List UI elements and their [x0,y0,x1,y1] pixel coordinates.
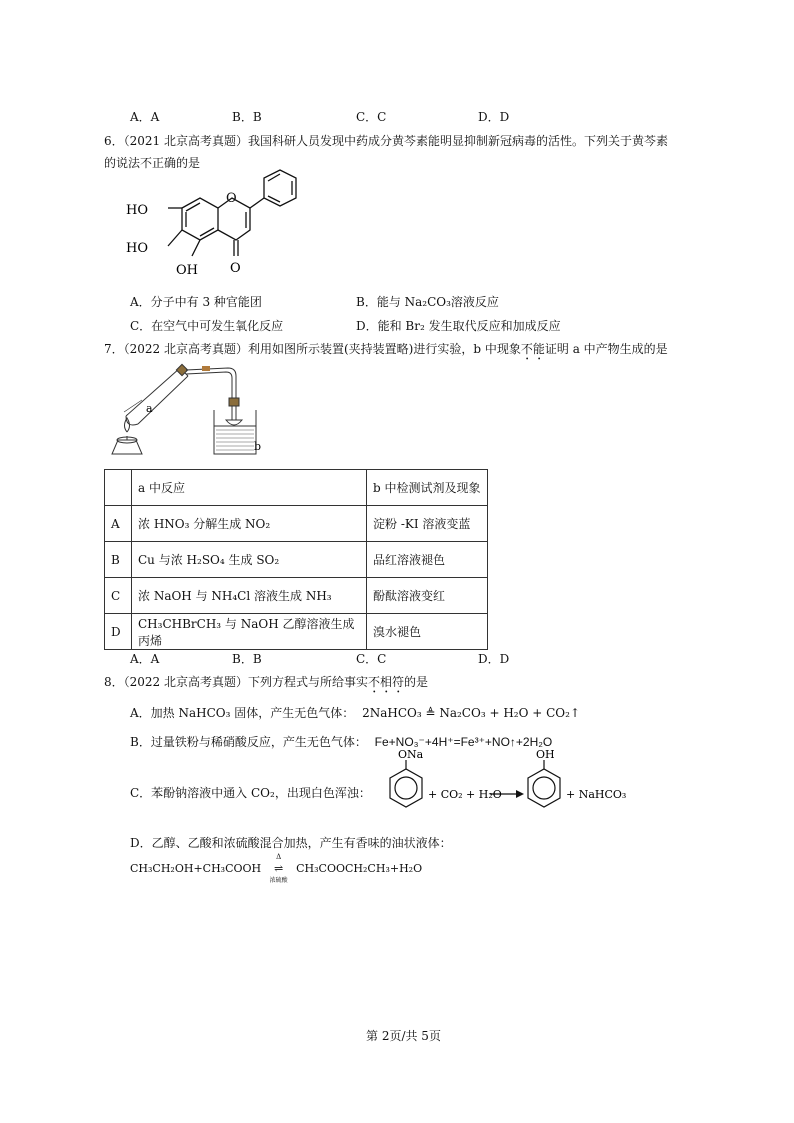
q6-option-a: A．分子中有 3 种官能团 [130,295,262,309]
apparatus-diagram [108,360,268,462]
q7-option-c: C．C [356,652,387,666]
row-detect: 品红溶液褪色 [367,542,488,578]
baicalein-structure [120,172,310,280]
oh-label: OH [176,263,198,278]
q8-b-equation: Fe+NO₃⁻+4H⁺=Fe³⁺+NO↑+2H₂O [374,735,553,749]
q5-option-b: B．B [232,110,262,124]
condition-heat: Δ [276,853,282,861]
table-row [105,578,488,614]
apparatus-label-b: b [254,440,262,453]
row-detect: 溴水褪色 [367,614,488,650]
q8-c-reagents: + CO₂ + H₂O [428,788,502,801]
q6-option-b: B．能与 Na₂CO₃溶液反应 [356,295,499,309]
q8-stem-post: 的是 [404,675,429,689]
table-row [105,506,488,542]
keto-oxygen-label: O [230,261,241,276]
phenoxide-reaction [368,748,658,828]
q7-table [104,469,488,650]
q8-b-text: B．过量铁粉与稀硝酸反应，产生无色气体： [130,735,367,749]
row-reaction: 浓 NaOH 与 NH₄Cl 溶液生成 NH₃ [132,578,367,614]
condition-acid: 浓硫酸 [269,877,288,884]
reversible-arrow: Δ ⇌ 浓硫酸 [265,865,293,873]
q5-option-a: A．A [130,110,160,124]
row-key: C [105,578,132,614]
q8-c-byproduct: + NaHCO₃ [566,788,627,801]
table-row [105,614,488,650]
q7-option-b: B．B [232,652,262,666]
q7-stem-post: 证明 a 中产物生成的是 [544,342,668,356]
q6-stem-line2: 的说法不正确的是 [104,156,201,170]
q7-option-a: A．A [130,652,160,666]
q6-option-d: D．能和 Br₂ 发生取代反应和加成反应 [356,319,561,333]
apparatus-label-a: a [146,402,153,415]
q8-d-equation [130,853,423,884]
ona-label: ONa [398,748,424,761]
q8-a-text: A．加热 NaHCO₃ 固体，产生无色气体： [130,706,355,720]
row-key: D [105,614,132,650]
row-reaction: Cu 与浓 H₂SO₄ 生成 SO₂ [132,542,367,578]
q6-stem-line1: 6．（2021 北京高考真题）我国科研人员发现中药成分黄芩素能明显抑制新冠病毒的活性。下列关于黄芩素 [104,134,668,148]
row-key: A [105,506,132,542]
row-detect: 淀粉 -KI 溶液变蓝 [367,506,488,542]
row-reaction: CH₃CHBrCH₃ 与 NaOH 乙醇溶液生成丙烯 [132,614,367,650]
oh-label-product: OH [536,748,555,761]
row-reaction: 浓 HNO₃ 分解生成 NO₂ [132,506,367,542]
q8-d-right: CH₃COOCH₂CH₃+H₂O [296,862,423,875]
table-header-cell [105,470,132,506]
q7-stem-pre: 7．（2022 北京高考真题）利用如图所示装置(夹持装置略)进行实验，b 中现象 [104,342,521,356]
q8-d-left: CH₃CH₂OH+CH₃COOH [130,862,262,875]
q8-stem-pre: 8．（2022 北京高考真题）下列方程式与所给事实 [104,675,368,689]
q8-d-text: D．乙醇、乙酸和浓硫酸混合加热，产生有香味的油状液体： [130,836,452,850]
row-detect: 酚酞溶液变红 [367,578,488,614]
q7-stem-emphasis: 不能 [520,342,545,356]
ring-oxygen-label: O [226,191,237,206]
page-footer: 第 2页/共 5页 [366,1029,441,1043]
q7-option-d: D．D [478,652,510,666]
table-header-row [105,470,488,506]
table-header-cell: b 中检测试剂及现象 [367,470,488,506]
q5-option-d: D．D [478,110,510,124]
q8-c-text: C．苯酚钠溶液中通入 CO₂，出现白色浑浊： [130,786,371,800]
row-key: B [105,542,132,578]
ho-label-2: HO [126,241,148,256]
q8-a-equation: 2NaHCO₃ ≜ Na₂CO₃ + H₂O + CO₂↑ [362,706,581,720]
table-row [105,542,488,578]
q6-option-c: C．在空气中可发生氧化反应 [130,319,284,333]
q8-stem-emphasis: 不相符 [368,675,405,689]
q8-stem [104,673,428,696]
ho-label-1: HO [126,203,148,218]
q8-option-a [130,704,580,721]
table-header-cell: a 中反应 [132,470,367,506]
q8-option-b [130,733,552,750]
q5-option-c: C．C [356,110,387,124]
